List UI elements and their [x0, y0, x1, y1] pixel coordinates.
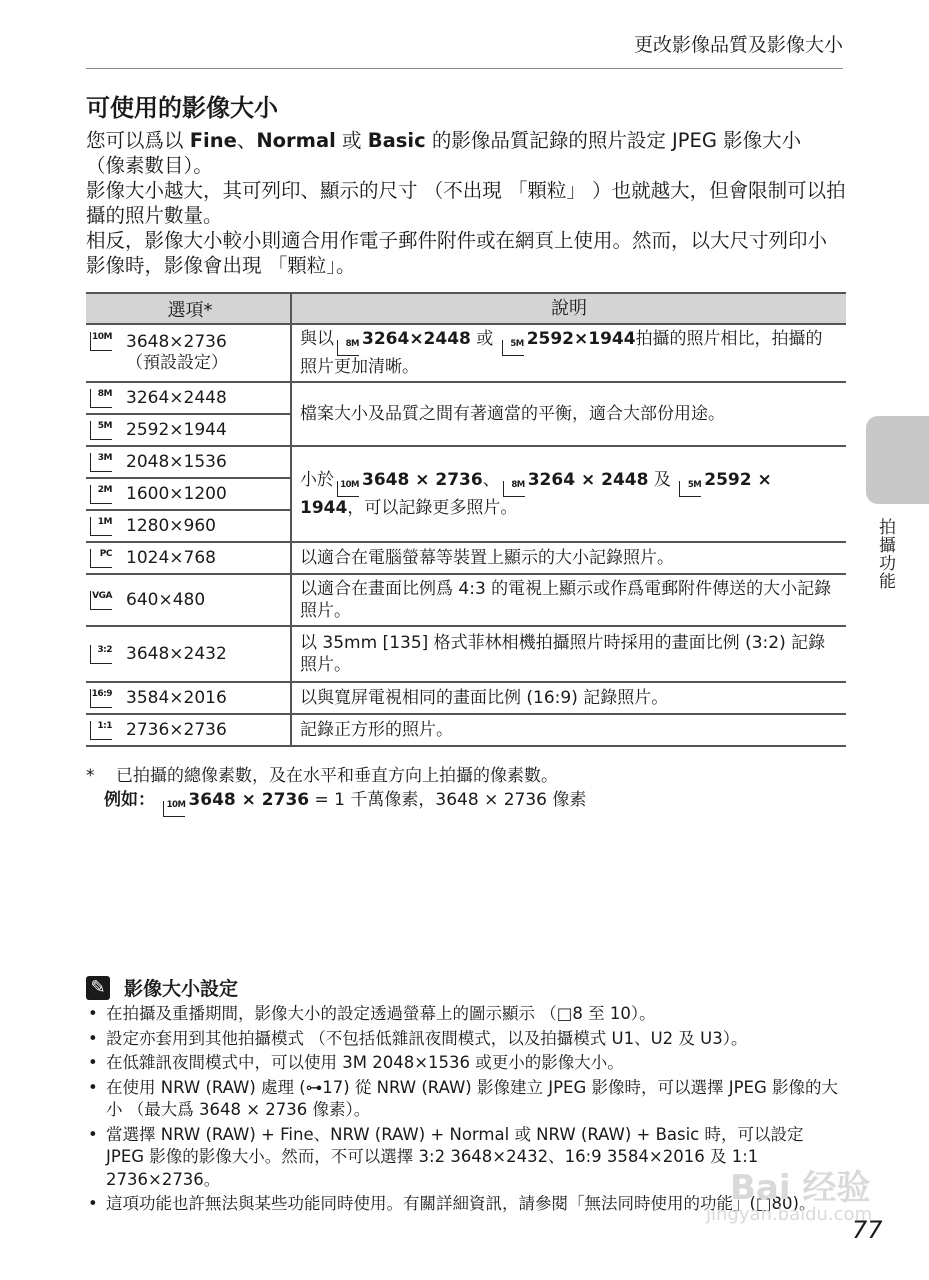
image-size-vga-icon: VGA — [90, 591, 112, 610]
footnote-line-1 — [86, 764, 586, 788]
table-row — [86, 574, 846, 626]
footnote-marker: * — [86, 766, 95, 786]
aspect-3-2-icon: 3:2 — [90, 645, 112, 664]
option-cell — [86, 478, 291, 510]
option-cell — [86, 446, 291, 478]
desc-size: 2592 × 1944 — [300, 470, 772, 518]
intro-text-span: 的影像品質記錄的照片設定 JPEG 影像大小 （像素數目）。 — [86, 129, 802, 177]
list-item: • 在使用 NRW (RAW) 處理 (⊶17) 從 NRW (RAW) 影像建立 JPEG 影像時，可以選擇 JPEG 影像的大小 （最大爲 3648 × 2736 像素）。 — [86, 1077, 846, 1122]
aspect-16-9-icon: 16:9 — [90, 689, 112, 708]
image-size-2m-icon: 2M — [90, 485, 112, 504]
header-divider — [86, 68, 843, 69]
image-size-8m-icon: 8M — [337, 340, 359, 356]
option-size: 2592×1944 — [126, 420, 227, 440]
example-size: 3648 × 2736 — [188, 790, 310, 810]
option-size: 3584×2016 — [126, 688, 227, 708]
list-item: • 設定亦套用到其他拍攝模式 （不包括低雜訊夜間模式，以及拍攝模式 U1、U2 及 U3）。 — [86, 1028, 846, 1051]
intro-text — [86, 128, 846, 278]
list-item: • 當選擇 NRW (RAW) + Fine、NRW (RAW) + Normal 或 NRW (RAW) + Basic 時，可以設定 JPEG 影像的影像大小。然而，不可以選擇 3:2 3648×2432、16:9 3584×2016 及 1:1 2736×2736。 — [86, 1124, 846, 1192]
image-size-3m-icon: 3M — [90, 453, 112, 472]
intro-paragraph-1 — [86, 128, 846, 178]
desc-text: 拍攝的照片相比，拍攝的照片更加清晰。 — [300, 329, 823, 377]
desc-text: 小於 — [300, 470, 334, 490]
option-cell — [86, 382, 291, 414]
image-size-8m-icon: 8M — [503, 481, 525, 497]
description-cell: 記錄正方形的照片。 — [291, 714, 846, 746]
fine-label: Fine — [189, 129, 237, 152]
footnote-text: 已拍攝的總像素數，及在水平和垂直方向上拍攝的像素數。 — [116, 766, 558, 786]
option-cell — [86, 324, 291, 382]
page-title: 可使用的影像大小 — [86, 94, 278, 122]
option-size: 2736×2736 — [126, 720, 227, 740]
option-cell — [86, 574, 291, 626]
note-title: 影像大小設定 — [124, 978, 239, 1000]
intro-paragraph-3: 相反，影像大小較小則適合用作電子郵件附件或在網頁上使用。然而，以大尺寸列印小影像時，影像會出現 「顆粒」。 — [86, 229, 828, 277]
option-cell — [86, 542, 291, 574]
option-size: 3648×2736 — [126, 332, 227, 352]
table-row — [86, 714, 846, 746]
option-size: 1024×768 — [126, 548, 216, 568]
table-row — [86, 382, 846, 414]
desc-size: 3648 × 2736 — [362, 470, 483, 490]
example-text: = 1 千萬像素，3648 × 2736 像素 — [309, 790, 587, 810]
table-footnote — [86, 764, 586, 817]
column-header-description: 說明 — [291, 293, 846, 324]
option-size: 3648×2432 — [126, 644, 227, 664]
image-size-5m-icon: 5M — [679, 481, 701, 497]
image-size-8m-icon: 8M — [90, 389, 112, 408]
example-label: 例如： — [104, 790, 155, 810]
normal-label: Normal — [256, 129, 336, 152]
table-row — [86, 446, 846, 478]
option-cell — [86, 682, 291, 714]
pencil-note-icon: ✎ — [86, 976, 110, 1000]
intro-text-span: 或 — [335, 129, 368, 152]
image-size-10m-icon: 10M — [337, 481, 359, 497]
option-cell — [86, 414, 291, 446]
description-cell: 以適合在畫面比例爲 4:3 的電視上顯示或作爲電郵附件傳送的大小記錄照片。 — [291, 574, 846, 626]
desc-text: 或 — [470, 329, 499, 349]
image-size-10m-icon: 10M — [163, 801, 185, 817]
image-size-5m-icon: 5M — [502, 340, 524, 356]
table-row — [86, 682, 846, 714]
image-size-5m-icon: 5M — [90, 421, 112, 440]
desc-size: 3264 × 2448 — [527, 470, 649, 490]
description-cell: 以 35mm [135] 格式菲林相機拍攝照片時採用的畫面比例 (3:2) 記錄照片。 — [291, 626, 846, 682]
desc-size: 2592×1944 — [526, 329, 636, 349]
chapter-tab-label: 拍攝功能 — [875, 518, 895, 590]
description-cell: 檔案大小及品質之間有著適當的平衡，適合大部份用途。 — [291, 382, 846, 446]
desc-text: 與以 — [300, 329, 334, 349]
description-cell — [291, 324, 846, 382]
list-item: • 在拍攝及重播期間，影像大小的設定透過螢幕上的圖示顯示 （□8 至 10）。 — [86, 1003, 846, 1026]
image-size-table — [86, 292, 846, 747]
option-size: 2048×1536 — [126, 452, 227, 472]
desc-size: 3264×2448 — [362, 329, 471, 349]
note-header — [86, 974, 846, 1001]
footnote-example — [86, 788, 586, 817]
option-cell — [86, 626, 291, 682]
description-cell — [291, 446, 846, 542]
option-size: 640×480 — [126, 590, 206, 610]
option-cell — [86, 714, 291, 746]
list-item: • 在低雜訊夜間模式中，可以使用 3M 2048×1536 或更小的影像大小。 — [86, 1052, 846, 1075]
option-size: 1600×1200 — [126, 484, 227, 504]
watermark-url: jingyan.baidu.com — [706, 1204, 873, 1225]
option-size: 1280×960 — [126, 516, 216, 536]
table-row — [86, 542, 846, 574]
aspect-1-1-icon: 1:1 — [90, 721, 112, 740]
desc-text: ，可以記錄更多照片。 — [347, 498, 518, 518]
page-number: 77 — [852, 1216, 883, 1244]
table-row — [86, 626, 846, 682]
description-cell: 以適合在電腦螢幕等裝置上顯示的大小記錄照片。 — [291, 542, 846, 574]
image-size-pc-icon: PC — [90, 549, 112, 568]
option-cell — [86, 510, 291, 542]
image-size-1m-icon: 1M — [90, 517, 112, 536]
desc-text: 、 — [482, 470, 500, 490]
section-header: 更改影像品質及影像大小 — [633, 34, 843, 56]
table-row — [86, 324, 846, 382]
list-item: • 這項功能也許無法與某些功能同時使用。有關詳細資訊，請參閱「無法同時使用的功能」(□80)。 — [86, 1193, 846, 1216]
description-cell: 以與寬屏電視相同的畫面比例 (16:9) 記錄照片。 — [291, 682, 846, 714]
basic-label: Basic — [367, 129, 426, 152]
desc-text: 及 — [648, 470, 677, 490]
option-size: 3264×2448 — [126, 388, 227, 408]
watermark-logo: Bai 经验 — [730, 1168, 871, 1208]
option-default-note: （預設設定） — [126, 353, 228, 373]
intro-text-span: 、 — [236, 129, 257, 152]
column-header-option: 選項* — [86, 293, 291, 324]
intro-paragraph-2: 影像大小越大，其可列印、顯示的尺寸 （不出現 「顆粒」 ）也就越大，但會限制可以拍攝的照片數量。 — [86, 179, 846, 227]
image-size-10m-icon: 10M — [90, 332, 112, 351]
intro-text-span: 您可以爲以 — [86, 129, 190, 152]
chapter-tab — [866, 416, 929, 504]
